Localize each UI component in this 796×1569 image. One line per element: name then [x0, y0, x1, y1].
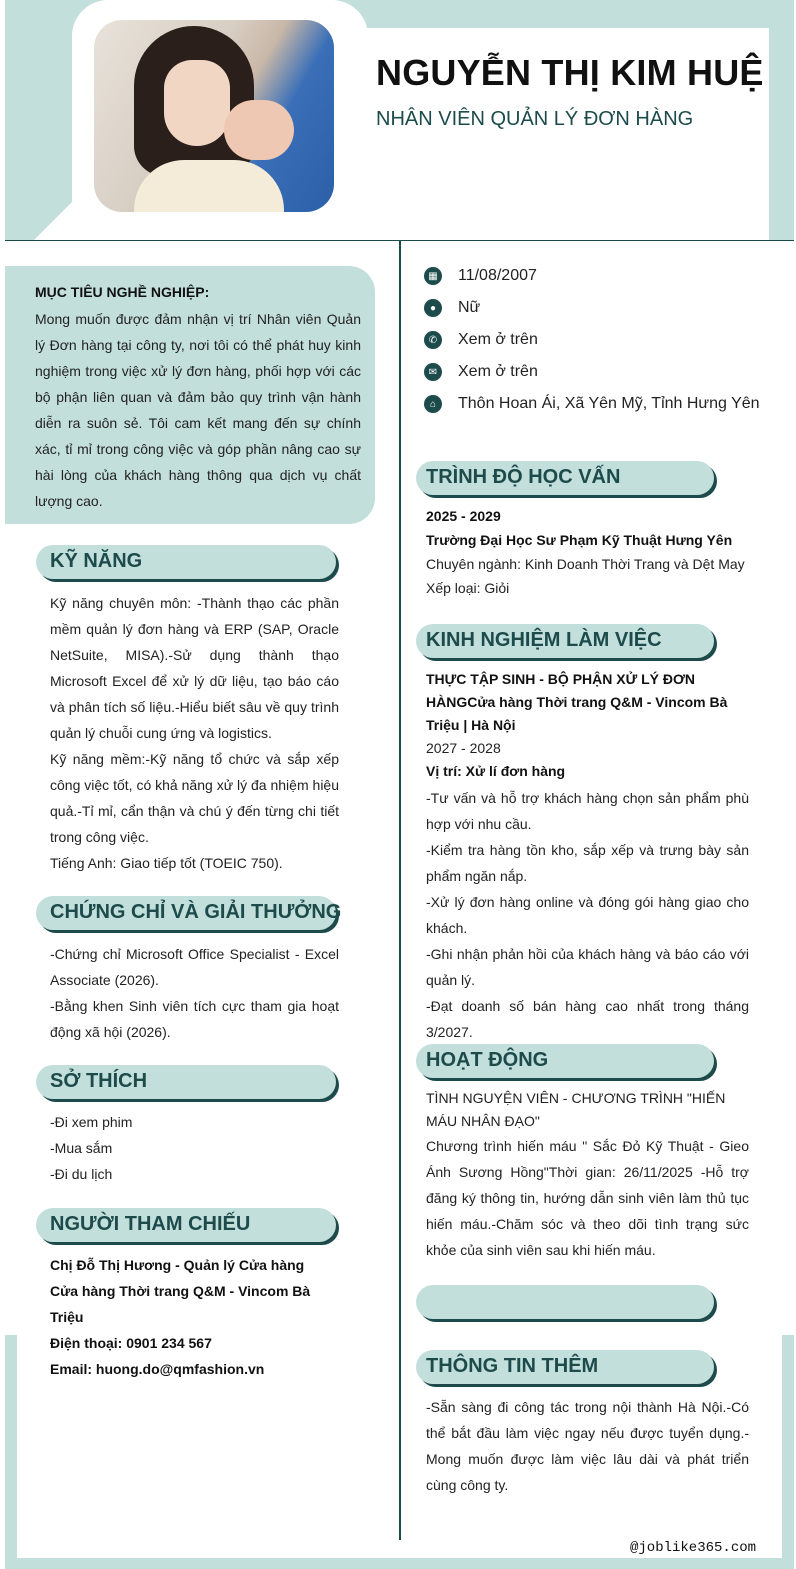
watermark: @joblike365.com: [630, 1540, 757, 1556]
user-icon: ●: [424, 299, 442, 317]
photo-frame-notch: [34, 200, 74, 240]
experience-duty: -Kiểm tra hàng tồn kho, sắp xếp và trưng bày sản phẩm ngăn nắp.: [426, 842, 749, 884]
certificates-body: [50, 941, 339, 1045]
empty-section-header: [416, 1285, 714, 1319]
reference-item: Cửa hàng Thời trang Q&M - Vincom Bà Triệu: [50, 1283, 311, 1325]
profile-photo: [94, 20, 334, 212]
candidate-name: NGUYỄN THỊ KIM HUỆ: [376, 52, 764, 93]
email-icon: ✉: [424, 363, 442, 381]
certificate-item: -Bằng khen Sinh viên tích cực tham gia hoạt động xã hội (2026).: [50, 998, 339, 1040]
education-header: [416, 461, 714, 495]
reference-item: Email: huong.do@qmfashion.vn: [50, 1361, 265, 1377]
hobbies-body: [50, 1109, 339, 1187]
activities-header: [416, 1044, 714, 1078]
hobbies-title: SỞ THÍCH: [50, 1070, 148, 1092]
contact-gender: [424, 299, 480, 317]
skills-header: [36, 545, 336, 579]
gender-value: Nữ: [458, 299, 481, 316]
phone-icon: ✆: [424, 331, 442, 349]
frame-left-bar: [5, 1335, 17, 1569]
photo-hand: [224, 100, 294, 160]
skills-item: Kỹ năng mềm:-Kỹ năng tổ chức và sắp xếp công việc tốt, có khả năng xử lý đa nhiệm hiệu quả.-Tỉ mỉ, cẩn thận và chú ý đến từng chi tiết trong công việc.: [50, 751, 339, 845]
candidate-job-title: NHÂN VIÊN QUẢN LÝ ĐƠN HÀNG: [376, 108, 694, 130]
objective-text: Mong muốn được đảm nhận vị trí Nhân viên Quản lý Đơn hàng tại công ty, nơi tôi có thể phát huy kinh nghiệm trong việc xử lý đơn hàng, phối hợp với các bộ phận liên quan và đảm bảo quy trình vận hành diễn ra suôn sẻ. Tôi cam kết mang đến sự chính xác, tỉ mỉ trong công việc và góp phần nâng cao sự hài lòng của khách hàng thông qua dịch vụ chất lượng cao.: [35, 311, 361, 509]
calendar-icon: ▦: [424, 267, 442, 285]
contact-phone: [424, 331, 538, 349]
hobby-item: -Mua sắm: [50, 1140, 113, 1156]
experience-title: KINH NGHIỆM LÀM VIỆC: [426, 629, 662, 651]
skills-item: Kỹ năng chuyên môn: -Thành thạo các phần mềm quản lý đơn hàng và ERP (SAP, Oracle NetSuite, MISA).-Sử dụng thành thạo Microsoft Excel để xử lý dữ liệu, tạo báo cáo và phân tích số liệu.-Hiểu biết sâu về quy trình quản lý chuỗi cung ứng và logistics.: [50, 595, 339, 741]
references-header: [36, 1208, 336, 1242]
education-title: TRÌNH ĐỘ HỌC VẤN: [426, 466, 621, 488]
experience-header: [416, 624, 714, 658]
experience-duty: -Ghi nhận phản hồi của khách hàng và báo cáo với quản lý.: [426, 946, 749, 988]
experience-body: [426, 668, 749, 1045]
education-body: [426, 504, 749, 600]
experience-duty: -Xử lý đơn hàng online và đóng gói hàng giao cho khách.: [426, 894, 749, 936]
address-value: Thôn Hoan Ái, Xã Yên Mỹ, Tỉnh Hưng Yên: [458, 395, 760, 412]
contact-email: [424, 363, 538, 381]
email-value: Xem ở trên: [458, 363, 538, 380]
contact-address: [424, 395, 760, 413]
career-objective: [5, 266, 375, 524]
experience-period: 2027 - 2028: [426, 740, 501, 756]
education-grade: Xếp loại: Giỏi: [426, 580, 510, 596]
additional-header: [416, 1350, 714, 1384]
education-major: Chuyên ngành: Kinh Doanh Thời Trang và Dệt May: [426, 556, 745, 572]
additional-text: -Sẵn sàng đi công tác trong nội thành Hà Nội.-Có thể bắt đầu làm việc ngay nếu được tuyển dụng.-Mong muốn được làm việc lâu dài và phát triển cùng công ty.: [426, 1399, 749, 1493]
home-icon: ⌂: [424, 395, 442, 413]
activity-description: Chương trình hiến máu " Sắc Đỏ Kỹ Thuật - Gieo Ánh Sương Hồng"Thời gian: 26/11/2025 -Hỗ trợ đăng ký thông tin, hướng dẫn sinh viên làm thủ tục hiến máu.-Chăm sóc và theo dõi tình trạng sức khỏe của sinh viên sau khi hiến máu.: [426, 1138, 749, 1258]
frame-right-bar: [782, 1335, 794, 1569]
additional-title: THÔNG TIN THÊM: [426, 1355, 599, 1377]
hobby-item: -Đi du lịch: [50, 1166, 113, 1182]
education-period: 2025 - 2029: [426, 508, 501, 524]
contact-birthdate: [424, 267, 537, 285]
reference-item: Chị Đỗ Thị Hương - Quản lý Cửa hàng: [50, 1257, 305, 1273]
references-title: NGƯỜI THAM CHIẾU: [50, 1213, 251, 1235]
birthdate-value: 11/08/2007: [458, 267, 537, 284]
photo-shirt: [134, 160, 284, 212]
activities-body: [426, 1087, 749, 1263]
certificate-item: -Chứng chỉ Microsoft Office Specialist - Excel Associate (2026).: [50, 946, 339, 988]
phone-value: Xem ở trên: [458, 331, 538, 348]
certificates-header: [36, 896, 342, 930]
experience-position: Vị trí: Xử lí đơn hàng: [426, 763, 566, 779]
hobby-item: -Đi xem phim: [50, 1114, 133, 1130]
frame-bottom-bar: [5, 1558, 794, 1569]
objective-title: MỤC TIÊU NGHỀ NGHIỆP:: [35, 284, 210, 300]
photo-face: [164, 60, 230, 146]
references-body: [50, 1252, 339, 1382]
education-school: Trường Đại Học Sư Phạm Kỹ Thuật Hưng Yên: [426, 532, 733, 548]
additional-body: [426, 1394, 749, 1498]
hobbies-header: [36, 1065, 336, 1099]
activity-name: TÌNH NGUYỆN VIÊN - CHƯƠNG TRÌNH "HIẾN MÁU NHÂN ĐẠO": [426, 1090, 726, 1129]
skills-body: [50, 590, 339, 876]
experience-duty: -Đạt doanh số bán hàng cao nhất trong tháng 3/2027.: [426, 998, 749, 1040]
reference-item: Điện thoại: 0901 234 567: [50, 1335, 212, 1351]
experience-role-company: THỰC TẬP SINH - BỘ PHẬN XỬ LÝ ĐƠN HÀNGCửa hàng Thời trang Q&M - Vincom Bà Triệu | Hà Nội: [426, 671, 728, 733]
activities-title: HOẠT ĐỘNG: [426, 1049, 549, 1071]
certificates-title: CHỨNG CHỈ VÀ GIẢI THƯỞNG: [50, 901, 342, 923]
skills-item: Tiếng Anh: Giao tiếp tốt (TOEIC 750).: [50, 855, 283, 871]
column-divider: [399, 241, 401, 1540]
skills-title: KỸ NĂNG: [50, 550, 143, 572]
experience-duty: -Tư vấn và hỗ trợ khách hàng chọn sản phẩm phù hợp với nhu cầu.: [426, 790, 749, 832]
